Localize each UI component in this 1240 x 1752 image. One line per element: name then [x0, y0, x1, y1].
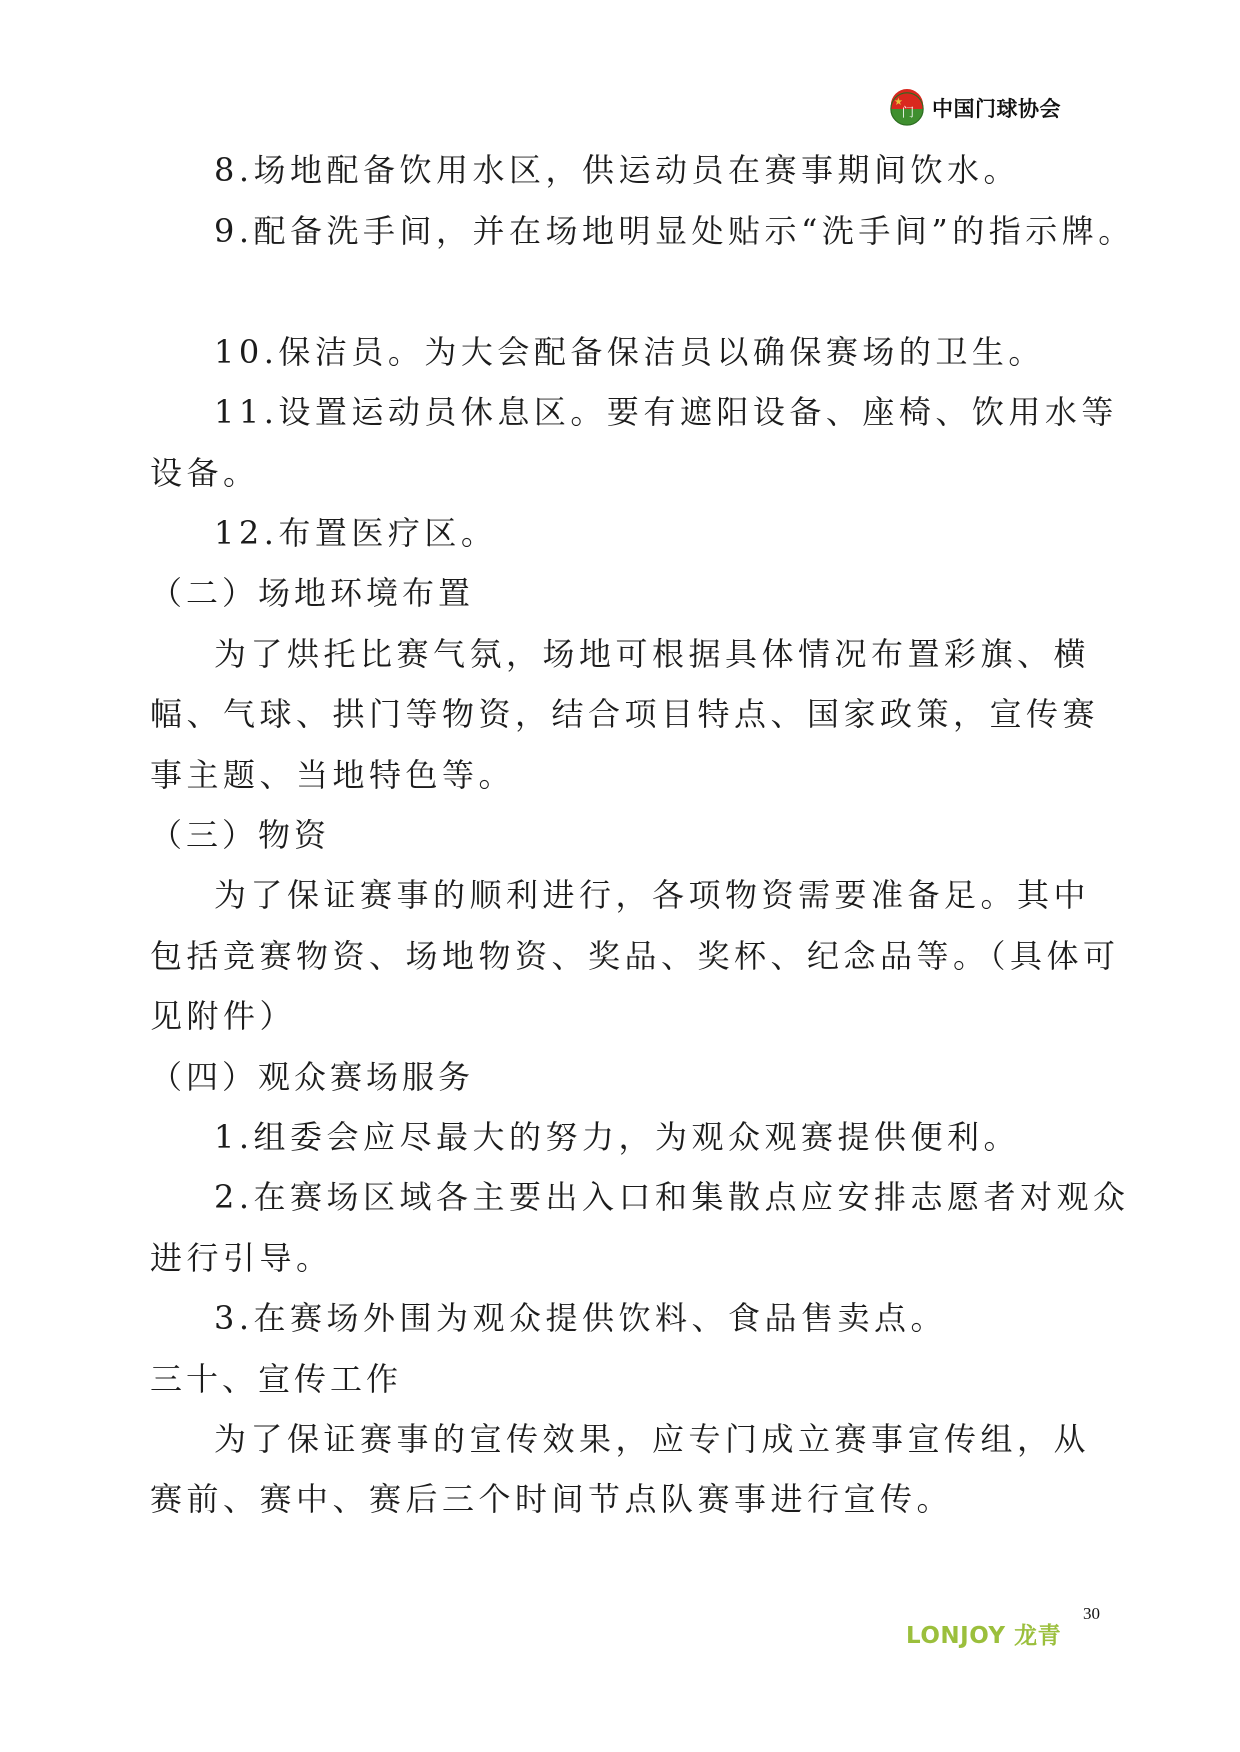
section-heading: （三）物资	[150, 816, 331, 854]
brand-chinese: 龙青	[1014, 1623, 1062, 1649]
paragraph-line: 包括竞赛物资、场地物资、奖品、奖杯、纪念品等。（具体可	[150, 937, 1120, 975]
emblem-label: 门	[901, 105, 915, 120]
paragraph-line: 12.布置医疗区。	[214, 514, 498, 552]
paragraph-line: 1.组委会应尽最大的努力，为观众观赛提供便利。	[214, 1118, 1021, 1156]
footer-brand-logo	[906, 1617, 1061, 1650]
page-number: 30	[1083, 1604, 1100, 1623]
paragraph-line: 为了烘托比赛气氛，场地可根据具体情况布置彩旗、横	[214, 635, 1091, 673]
paragraph-line: 10.保洁员。为大会配备保洁员以确保赛场的卫生。	[214, 333, 1045, 371]
paragraph-line: 见附件）	[150, 997, 297, 1035]
paragraph-line: 9.配备洗手间，并在场地明显处贴示“洗手间”的指示牌。	[214, 212, 1135, 250]
paragraph-line: 为了保证赛事的宣传效果，应专门成立赛事宣传组，从	[214, 1420, 1091, 1458]
paragraph-line: 赛前、赛中、赛后三个时间节点队赛事进行宣传。	[150, 1480, 954, 1518]
section-heading: （四）观众赛场服务	[150, 1058, 475, 1096]
paragraph-line: 进行引导。	[150, 1239, 333, 1277]
ball-emblem-icon	[888, 89, 926, 127]
paragraph-line: 2.在赛场区域各主要出入口和集散点应安排志愿者对观众	[214, 1178, 1130, 1216]
organization-name: 中国门球协会	[932, 97, 1061, 121]
paragraph-line: 11.设置运动员休息区。要有遮阳设备、座椅、饮用水等	[214, 393, 1118, 431]
chapter-heading: 三十、宣传工作	[150, 1360, 403, 1398]
section-heading: （二）场地环境布置	[150, 574, 475, 612]
paragraph-line: 3.在赛场外围为观众提供饮料、食品售卖点。	[214, 1299, 948, 1337]
paragraph-line: 事主题、当地特色等。	[150, 756, 516, 794]
brand-latin: LONJOY	[906, 1623, 1006, 1649]
paragraph-line: 幅、气球、拱门等物资，结合项目特点、国家政策，宣传赛	[150, 695, 1100, 733]
paragraph-line: 8.场地配备饮用水区，供运动员在赛事期间饮水。	[214, 151, 1021, 189]
paragraph-line: 为了保证赛事的顺利进行，各项物资需要准备足。其中	[214, 876, 1091, 914]
header-logo	[888, 86, 1061, 130]
paragraph-line: 设备。	[150, 454, 260, 492]
